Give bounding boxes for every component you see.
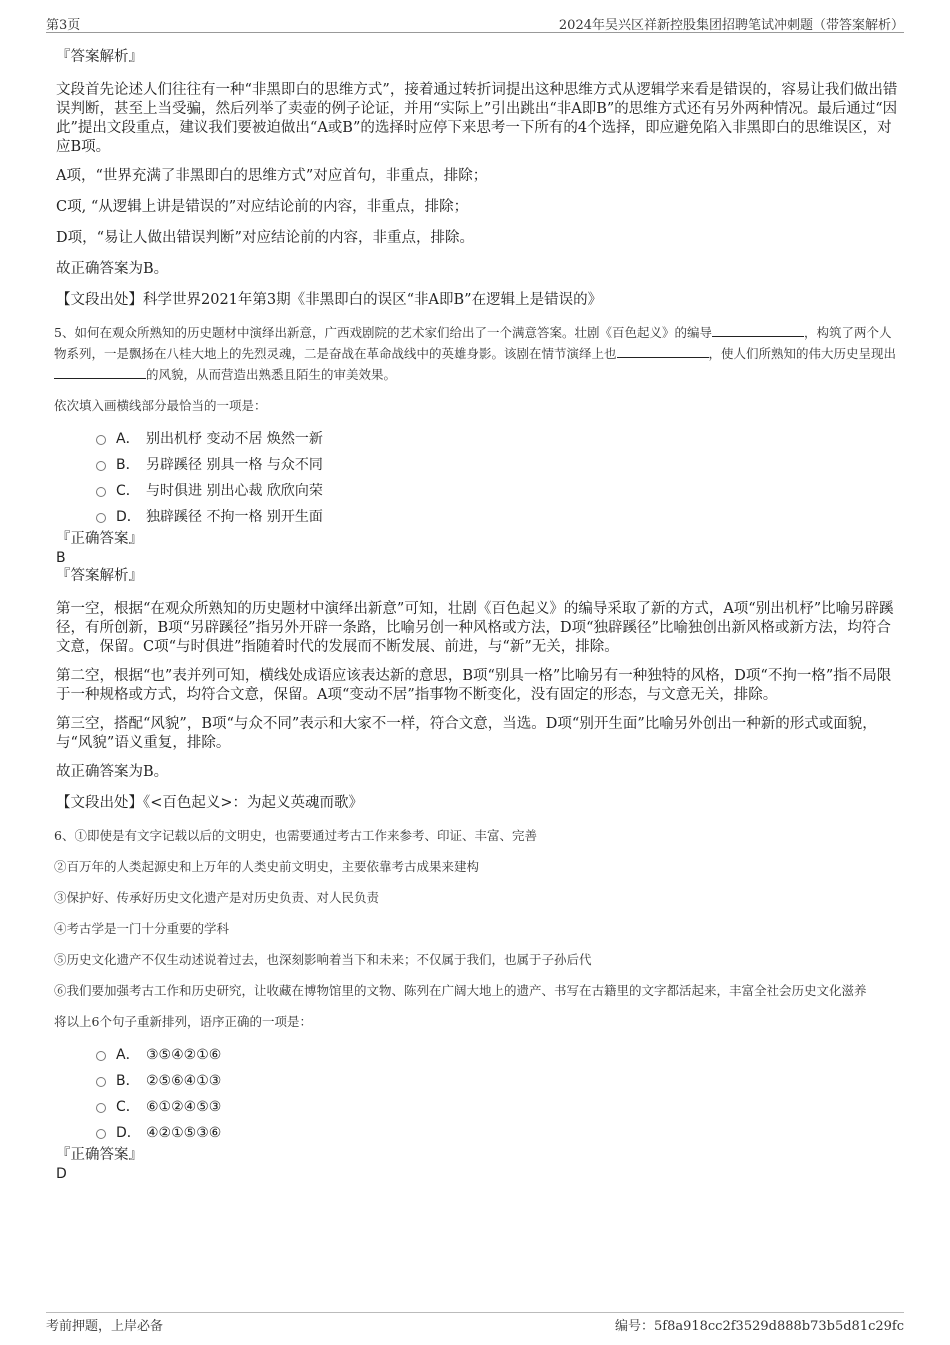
- analysis-conclusion: 故正确答案为B。: [56, 261, 169, 277]
- source-citation: 【文段出处】《<百色起义>：为起义英魂而歌》: [56, 795, 364, 811]
- analysis-item-c: C项, “从逻辑上讲是错误的”对应结论前的内容，非重点，排除；: [56, 199, 469, 215]
- option-b[interactable]: B． ②⑤⑥④①③: [56, 1068, 902, 1094]
- question-6-sentence-4: ④考古学是一门十分重要的学科: [54, 921, 230, 936]
- page-header: [46, 12, 904, 33]
- question-6-sentence-3: ③保护好、传承好历史文化遗产是对历史负责、对人民负责: [54, 890, 380, 905]
- fill-blank-3: [54, 366, 146, 379]
- analysis-blank-3: 第三空，搭配“风貌”，B项“与众不同”表示和大家不一样，符合文意，当选。D项“别开生面”比喻另外创出一种新的形式或面貌，与“风貌”语义重复，排除。: [56, 716, 877, 751]
- radio-icon[interactable]: [96, 461, 106, 471]
- document-title: 2024年吴兴区祥新控股集团招聘笔试冲刺题（带答案解析）: [558, 18, 904, 33]
- question-6-sentence-6: ⑥我们要加强考古工作和历史研究，让收藏在博物馆里的文物、陈列在广阔大地上的遗产、书写在古籍里的文字都活起来，丰富全社会历史文化滋养: [54, 983, 867, 998]
- radio-icon[interactable]: [96, 1051, 106, 1061]
- correct-answer: D: [56, 1166, 67, 1182]
- analysis-blank-2: 第二空，根据“也”表并列可知，横线处成语应该表达新的意思，B项“别具一格”比喻另有一种独特的风格，D项“不拘一格”指不局限于一种规格或方式，均符合文意，保留。A项“变动不居”指事物不断变化，没有固定的形态，与文意无关，排除。: [56, 668, 892, 703]
- analysis-paragraph: 文段首先论述人们往往有一种“非黑即白的思维方式”，接着通过转折词提出这种思维方式从逻辑学来看是错误的，容易让我们做出错误判断，甚至上当受骗，然后列举了卖壶的例子论证，并用“实际上”引出跳出“非A即B”的思维方式还有另外两种情况。最后通过“因此”提出文段重点，建议我们要被迫做出“A或B”的选择时应停下来思考一下所有的4个选择，即应避免陷入非黑即白的思维误区，对应B项。: [56, 82, 898, 155]
- correct-answer-tag: 『正确答案』: [56, 1147, 143, 1163]
- question-5-stem: 5、如何在观众所熟知的历史题材中演绎出新意，广西戏剧院的艺术家们给出了一个满意答案。壮剧《百色起义》的编导 ，构筑了两个人物系列，一是飘扬在八桂大地上的先烈灵魂，二是奋战在革命战线中的英雄身影。该剧在情节演绎上也 ，使人们所熟知的伟大历史呈现出的风貌，从而营造出熟悉且陌生的审美效果。: [54, 325, 897, 382]
- fill-blank-2: [617, 345, 709, 358]
- page-footer: [46, 1312, 904, 1337]
- analysis-item-a: A项，“世界充满了非黑即白的思维方式”对应首句，非重点，排除；: [56, 168, 488, 184]
- option-c[interactable]: C． 与时俱进 别出心裁 欣欣向荣: [56, 478, 902, 504]
- question-6-prompt: 将以上6个句子重新排列，语序正确的一项是：: [54, 1014, 312, 1029]
- radio-icon[interactable]: [96, 1077, 106, 1087]
- option-c[interactable]: C． ⑥①②④⑤③: [56, 1094, 902, 1120]
- radio-icon[interactable]: [96, 1129, 106, 1139]
- question-6-sentence-1: 6、①即使是有文字记载以后的文明史，也需要通过考古工作来参考、印证、丰富、完善: [54, 828, 537, 843]
- page-number: 第3页: [46, 18, 81, 33]
- question-5-prompt: 依次填入画横线部分最恰当的一项是：: [54, 398, 267, 413]
- radio-icon[interactable]: [96, 487, 106, 497]
- radio-icon[interactable]: [96, 513, 106, 523]
- analysis-tag: 『答案解析』: [56, 49, 143, 65]
- radio-icon[interactable]: [96, 1103, 106, 1113]
- analysis-conclusion: 故正确答案为B。: [56, 764, 169, 780]
- source-citation: 【文段出处】科学世界2021年第3期《非黑即白的误区“非A即B”在逻辑上是错误的》: [56, 292, 603, 308]
- question-5-options: [56, 426, 902, 530]
- footer-slogan: 考前押题，上岸必备: [46, 1319, 164, 1334]
- question-6-sentence-2: ②百万年的人类起源史和上万年的人类史前文明史，主要依靠考古成果来建构: [54, 859, 480, 874]
- fill-blank-1: [712, 324, 804, 337]
- correct-answer: B: [56, 550, 66, 566]
- option-d[interactable]: D． ④②①⑤③⑥: [56, 1120, 902, 1146]
- correct-answer-tag: 『正确答案』: [56, 531, 143, 547]
- radio-icon[interactable]: [96, 435, 106, 445]
- analysis-tag: 『答案解析』: [56, 568, 143, 584]
- option-a[interactable]: A． ③⑤④②①⑥: [56, 1042, 902, 1068]
- document-code: 编号：5f8a918cc2f3529d888b73b5d81c29fc: [614, 1319, 904, 1334]
- option-b[interactable]: B． 另辟蹊径 别具一格 与众不同: [56, 452, 902, 478]
- question-6-sentence-5: ⑤历史文化遗产不仅生动述说着过去，也深刻影响着当下和未来；不仅属于我们，也属于子孙后代: [54, 952, 592, 967]
- option-a[interactable]: A． 别出机杼 变动不居 焕然一新: [56, 426, 902, 452]
- analysis-blank-1: 第一空，根据“在观众所熟知的历史题材中演绎出新意”可知，壮剧《百色起义》的编导采取了新的方式，A项“别出机杼”比喻另辟蹊径，有所创新，B项“另辟蹊径”指另外开辟一条路，比喻另创一种风格或方法，D项“独辟蹊径”比喻独创出新风格或新方法，均符合文意，保留。C项“与时俱进”指随着时代的发展而不断发展、前进，与“新”无关，排除。: [56, 601, 894, 655]
- question-6-options: [56, 1042, 902, 1146]
- option-d[interactable]: D． 独辟蹊径 不拘一格 别开生面: [56, 504, 902, 530]
- page-content: [56, 46, 902, 1183]
- analysis-item-d: D项，“易让人做出错误判断”对应结论前的内容，非重点，排除。: [56, 230, 474, 246]
